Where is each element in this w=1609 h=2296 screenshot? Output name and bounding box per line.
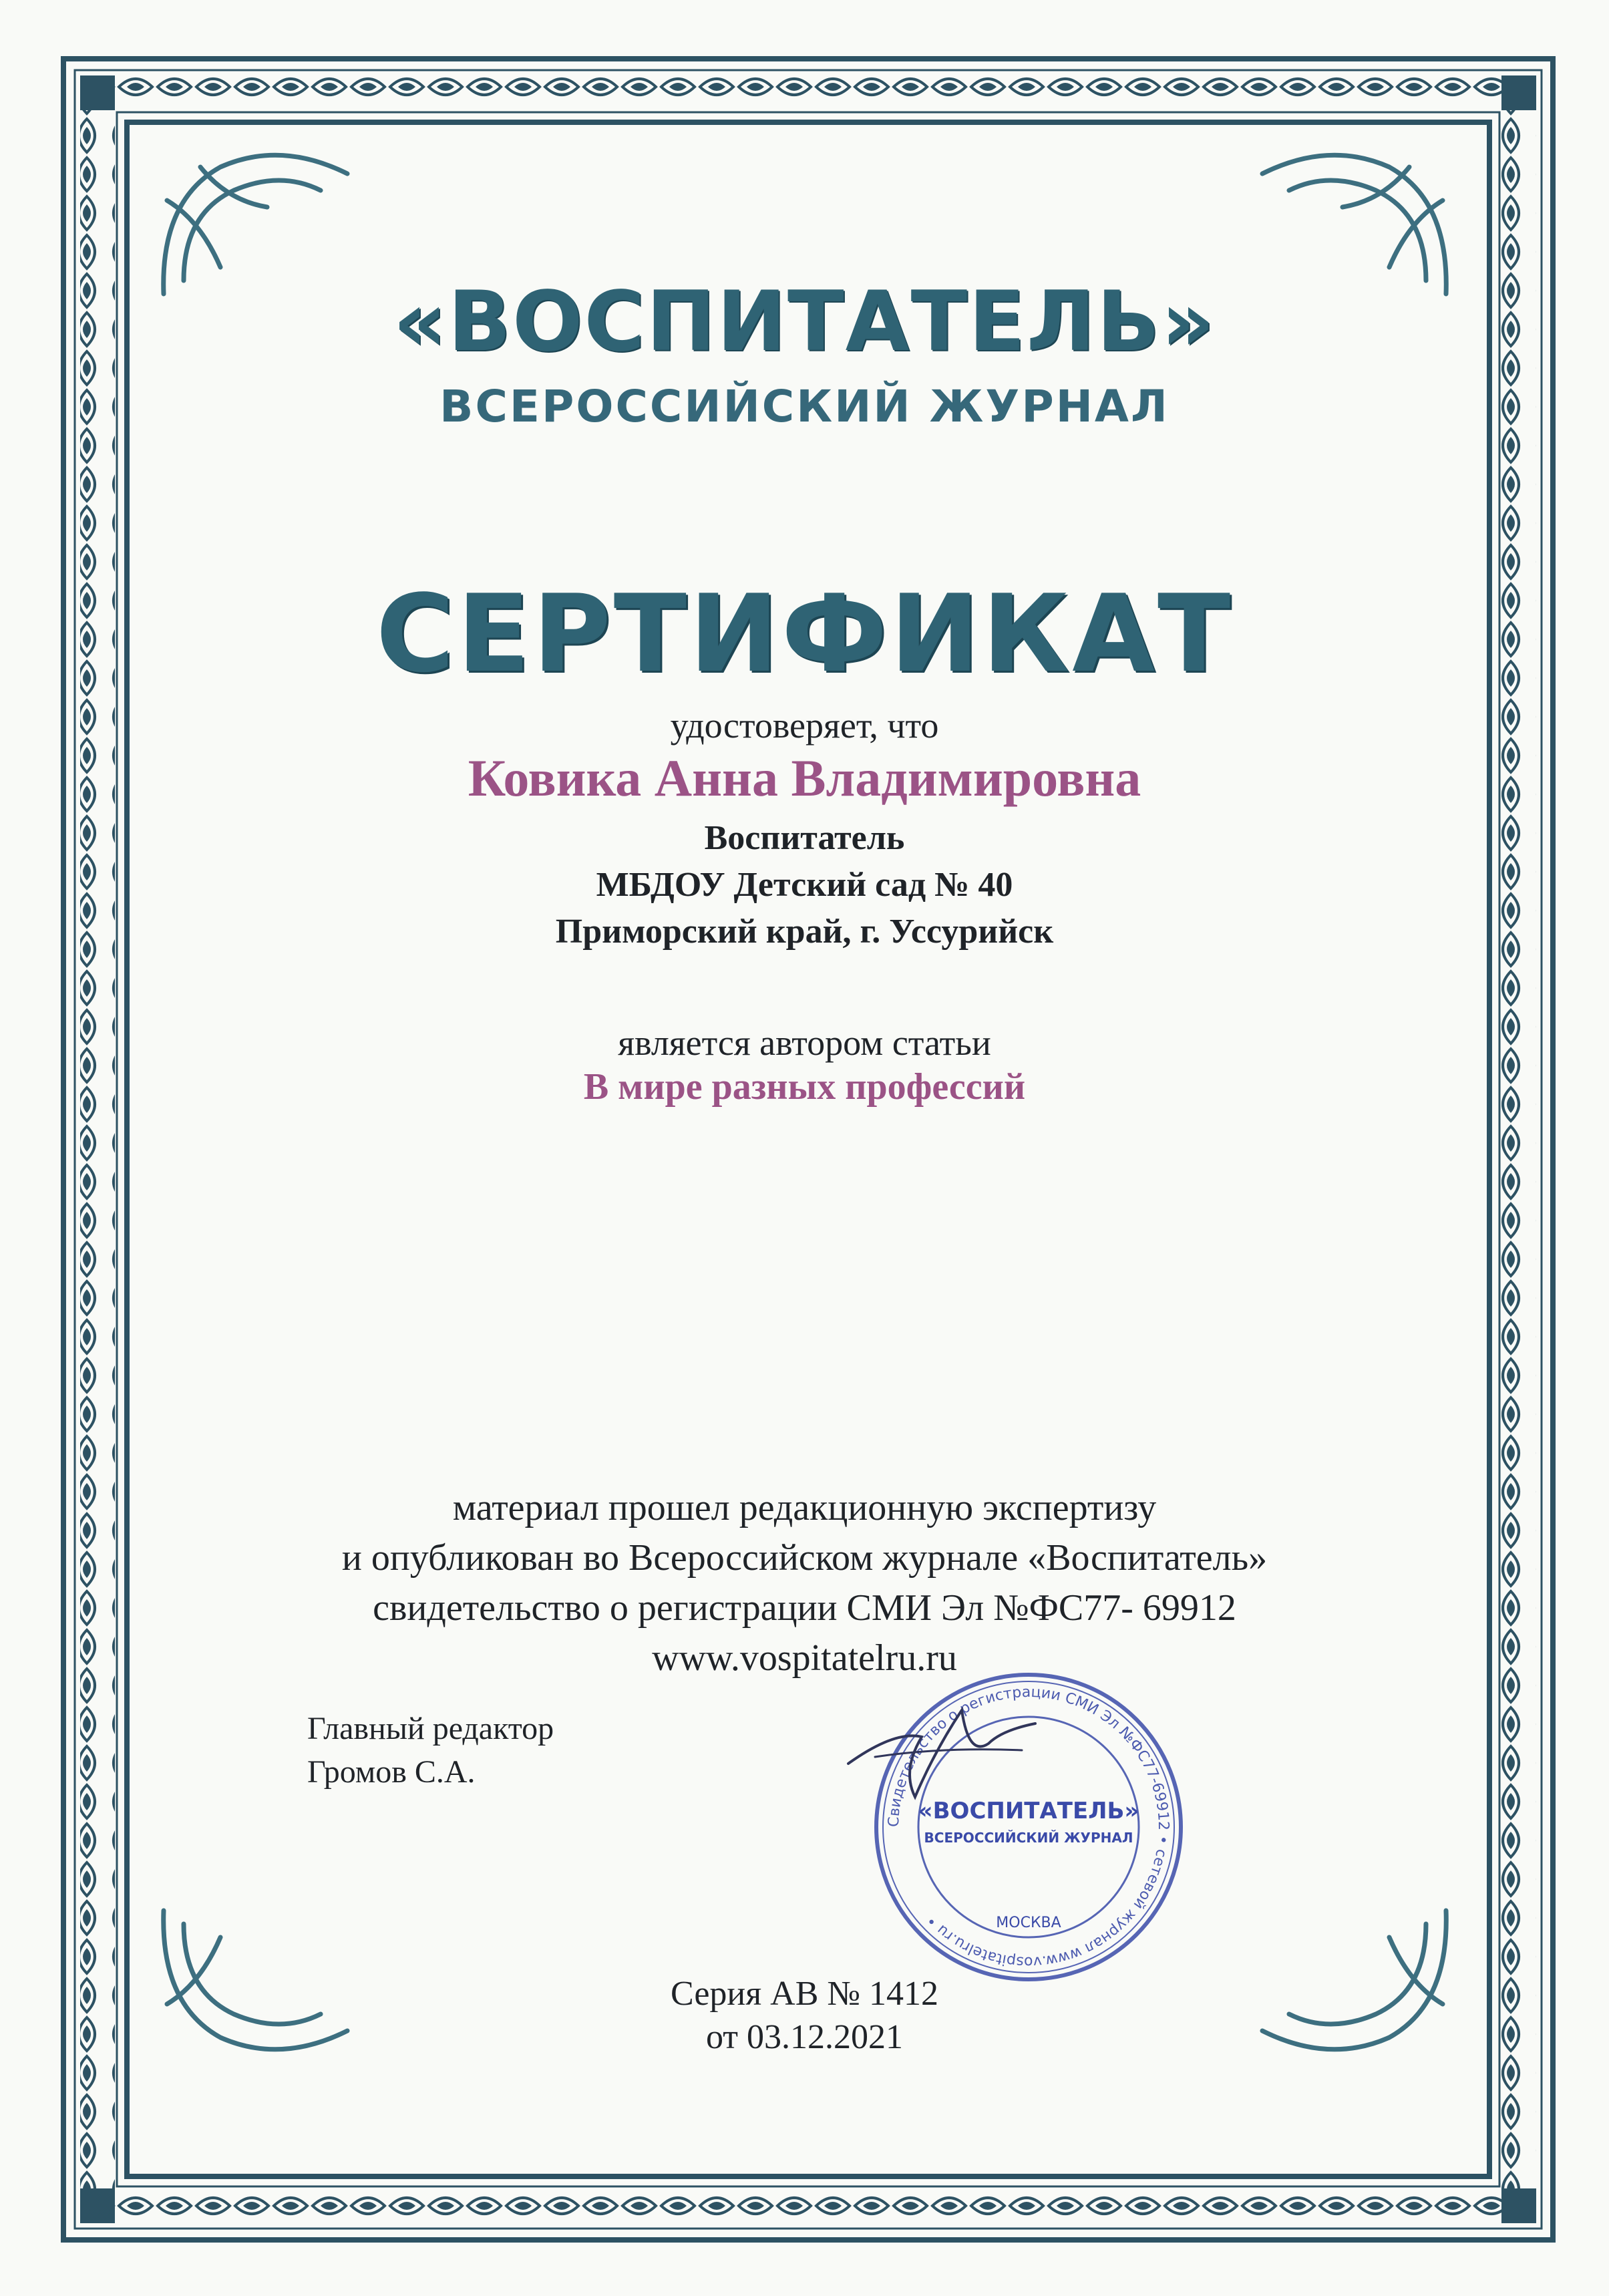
statement-line-2: и опубликован во Всероссийском журнале «Воспитатель»: [341, 1537, 1268, 1579]
author-text: является автором статьи: [618, 1023, 991, 1063]
certificate-series: Серия АВ № 1412: [671, 1975, 938, 2013]
recipient-name: Ковика Анна Владимировна: [468, 749, 1141, 807]
editor-name: Громов С.А.: [307, 1754, 476, 1790]
seal-city: МОСКВА: [996, 1915, 1061, 1931]
editor-role: Главный редактор: [307, 1711, 554, 1746]
recipient-position: Воспитатель: [704, 819, 905, 857]
seal-center-title: «ВОСПИТАТЕЛЬ»: [918, 1798, 1139, 1824]
website-url: www.vospitatelru.ru: [652, 1637, 957, 1679]
seal-ring-text: Свидетельство о регистрации СМИ Эл №ФС77-69912 • сетевой журнал www.vospitatelru.ru •: [885, 1683, 1172, 1971]
certificate-title: СЕРТИФИКАТ: [375, 571, 1234, 696]
recipient-organization: МБДОУ Детский сад № 40: [596, 866, 1013, 904]
editor-signature: [835, 1683, 1049, 1817]
statement-line-3: свидетельство о регистрации СМИ Эл №ФС77- 69912: [373, 1587, 1236, 1629]
recipient-location: Приморский край, г. Уссурийск: [555, 913, 1054, 951]
article-title: В мире разных профессий: [583, 1066, 1026, 1108]
seal-center-subtitle: ВСЕРОССИЙСКИЙ ЖУРНАЛ: [924, 1830, 1133, 1846]
journal-subtitle: ВСЕРОССИЙСКИЙ ЖУРНАЛ: [439, 381, 1170, 432]
certifies-text: удостоверяет, что: [670, 705, 939, 746]
statement-line-1: материал прошел редакционную экспертизу: [452, 1487, 1157, 1528]
certificate-date: от 03.12.2021: [705, 2018, 904, 2056]
journal-name: «ВОСПИТАТЕЛЬ»: [393, 274, 1216, 370]
